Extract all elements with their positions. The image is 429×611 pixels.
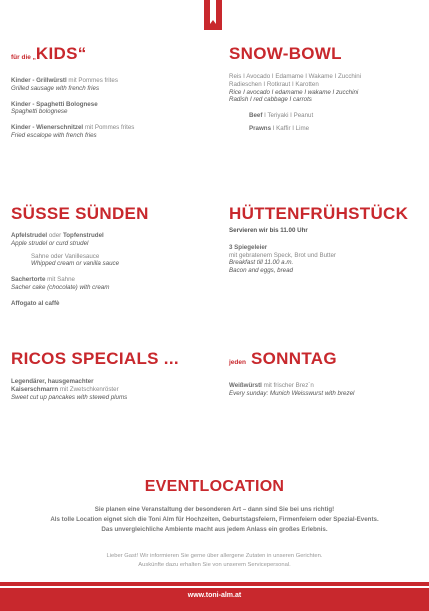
snowbowl-heading: SNOW-BOWL [229, 44, 342, 63]
suesse-heading: SÜSSE SÜNDEN [11, 204, 149, 223]
event-text-3: Das unvergleichliche Ambiente macht aus jedem Anlass ein großes Erlebnis. [101, 526, 328, 533]
menu-item: Sachertorte mit Sahne Sacher cake (chocolate) with cream [11, 276, 110, 291]
event-text-1: Sie planen eine Veranstaltung der besonderen Art – dann sind Sie bei uns richtig! [94, 506, 335, 513]
menu-item: Kinder - Wienerschnitzel mit Pommes frites Fried escalope with french fries [11, 124, 135, 139]
kids-heading: für die „KIDS“ [11, 44, 87, 63]
serve-time: Servieren wir bis 11.00 Uhr [229, 227, 308, 234]
footer-stripe [0, 582, 429, 586]
suesse-section [11, 204, 211, 308]
kids-section [11, 44, 211, 140]
sonntag-section [229, 349, 429, 398]
ricos-section [11, 349, 211, 401]
menu-item: Sahne oder Vanillesauce Whipped cream or vanilla sauce [31, 252, 120, 268]
menu-item: Legendärer, hausgemachter Kaiserschmarrn mit Zwetschkenröster Sweet cut up pancakes with stewed plums [11, 378, 128, 401]
huetten-section [229, 204, 429, 275]
ribbon-decoration [204, 0, 222, 30]
event-text-2: Als tolle Location eignet sich die Toni Alm für Hochzeiten, Geburtstagsfeiern, Firmenfeiern oder Spezial-Events. [50, 516, 379, 523]
snowbowl-section [229, 44, 429, 133]
event-section [0, 477, 429, 535]
menu-item: Affogato al caffè [11, 299, 60, 307]
event-heading: EVENTLOCATION [144, 478, 285, 495]
menu-item: Beef I Teriyaki I Peanut Prawns I Kaffir I Lime [249, 112, 314, 132]
huetten-heading: HÜTTENFRÜHSTÜCK [229, 204, 409, 223]
menu-item: Weißwürstl mit frischer Brez´n Every sunday: Munich Weisswurst with brezel [229, 382, 355, 397]
sonntag-heading: jeden SONNTAG [229, 349, 337, 368]
ricos-heading: RICOS SPECIALS ... [11, 349, 179, 368]
allergy-note: Lieber Gast! Wir informieren Sie gerne über allergene Zutaten in unseren Gerichten. Auskünfte dazu erhalten Sie von unserem Servicepersonal. [106, 553, 323, 568]
menu-item: Kinder - Spaghetti Bolognese Spaghetti bolognese [11, 100, 98, 116]
website-link[interactable]: www.toni-alm.at [187, 592, 242, 599]
menu-item: Apfelstrudel oder Topfenstrudel Apple strudel or curd strudel [11, 232, 104, 247]
menu-item: Reis I Avocado I Edamame I Wakame I Zucchini Radieschen I Rotkraut I Karotten Rice I avocado I edamame I wakame I zucchini Radish I red cabbage I carrots [229, 73, 362, 104]
menu-item: 3 Spiegeleier mit gebratenem Speck, Brot und Butter Breakfast till 11.00 a.m. Bacon and eggs, bread [229, 243, 336, 275]
menu-item: Kinder - Grillwürstl mit Pommes frites Grilled sausage with french fries [11, 77, 118, 92]
